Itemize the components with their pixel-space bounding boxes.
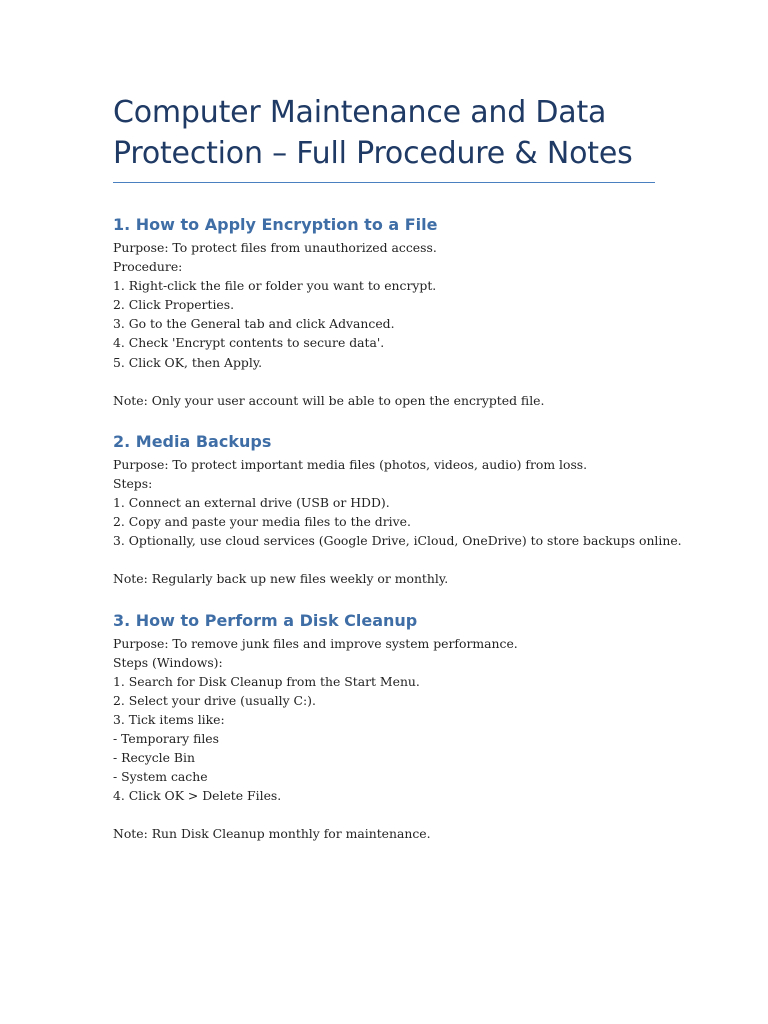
body-line: - System cache — [113, 769, 208, 785]
section-note: Note: Regularly back up new files weekly or monthly. — [113, 571, 449, 587]
body-line: Steps (Windows): — [113, 654, 223, 670]
body-line: Purpose: To remove junk files and improve system performance. — [113, 635, 518, 651]
body-line: Purpose: To protect important media files (photos, videos, audio) from loss. — [113, 456, 588, 472]
body-line: 4. Check 'Encrypt contents to secure data'. — [113, 335, 385, 351]
body-line: 3. Tick items like: — [113, 711, 225, 727]
section-media-backups — [113, 431, 682, 589]
body-line: - Recycle Bin — [113, 750, 195, 766]
section-note: Note: Run Disk Cleanup monthly for maintenance. — [113, 826, 431, 842]
section-note: Note: Only your user account will be able to open the encrypted file. — [113, 392, 545, 408]
body-line: 1. Search for Disk Cleanup from the Start Menu. — [113, 673, 420, 689]
body-line: 1. Connect an external drive (USB or HDD). — [113, 495, 390, 511]
section-body — [113, 634, 655, 844]
section-encryption — [113, 215, 655, 410]
body-line: Steps: — [113, 475, 153, 491]
section-body — [113, 455, 682, 589]
body-line: 2. Select your drive (usually C:). — [113, 692, 316, 708]
body-line: 2. Click Properties. — [113, 297, 235, 313]
document-title-line-1: Computer Maintenance and Data — [113, 95, 607, 130]
body-line: 5. Click OK, then Apply. — [113, 354, 263, 370]
body-line: 2. Copy and paste your media files to the drive. — [113, 514, 411, 530]
document-title — [113, 92, 655, 183]
document-page — [113, 92, 682, 844]
section-disk-cleanup — [113, 611, 655, 844]
section-heading: 3. How to Perform a Disk Cleanup — [113, 610, 418, 630]
section-heading: 1. How to Apply Encryption to a File — [113, 215, 438, 234]
section-heading: 2. Media Backups — [113, 431, 272, 451]
section-body — [113, 238, 655, 410]
document-title-line-2: Protection – Full Procedure & Notes — [113, 136, 633, 171]
body-line: 3. Go to the General tab and click Advanced. — [113, 316, 395, 332]
body-line: Procedure: — [113, 259, 183, 275]
body-line: 4. Click OK > Delete Files. — [113, 788, 282, 804]
body-line: - Temporary files — [113, 730, 219, 746]
body-line: 3. Optionally, use cloud services (Google Drive, iCloud, OneDrive) to store backups online. — [113, 533, 682, 549]
body-line: 1. Right-click the file or folder you want to encrypt. — [113, 278, 437, 294]
body-line: Purpose: To protect files from unauthorized access. — [113, 240, 437, 255]
